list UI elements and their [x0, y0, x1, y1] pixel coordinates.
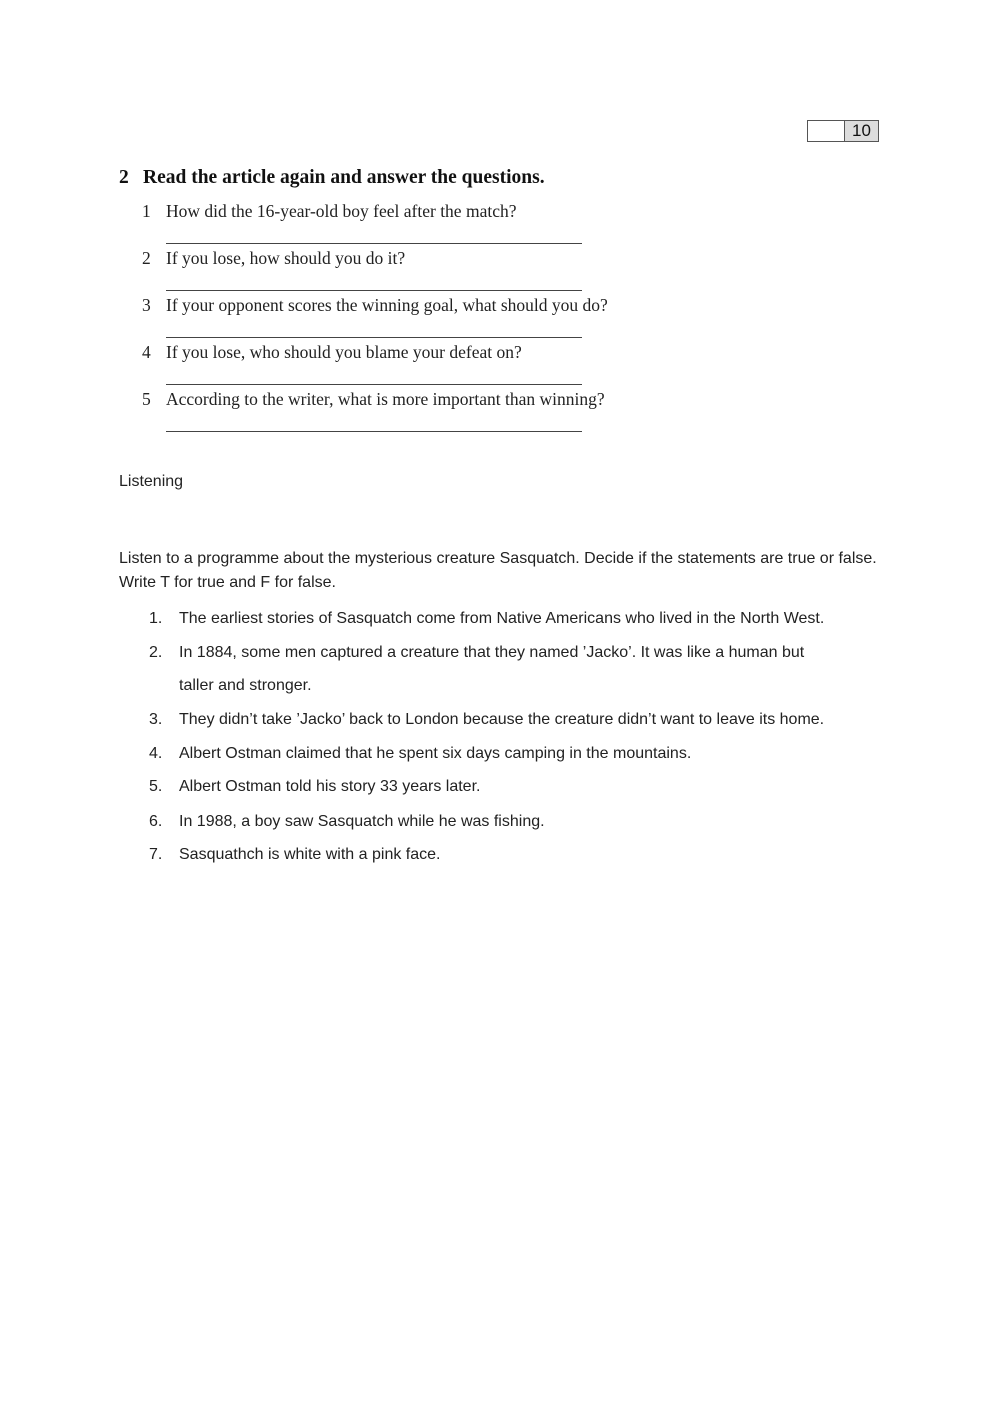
statement-text: In 1884, some men captured a creature that they named ’Jacko’. It was like a human but [179, 644, 805, 661]
question-number: 2 [142, 248, 151, 268]
statement-text: Sasquathch is white with a pink face. [179, 846, 441, 863]
statement-number: 2. [149, 644, 163, 661]
statement-1 [149, 610, 824, 628]
statement-6 [149, 813, 545, 831]
statement-text: In 1988, a boy saw Sasquatch while he was fishing. [179, 813, 545, 830]
statement-2 [149, 644, 804, 662]
score-empty-cell[interactable] [808, 121, 845, 141]
statement-text: The earliest stories of Sasquatch come from Native Americans who lived in the North West. [179, 610, 825, 627]
question-text: According to the writer, what is more important than winning? [166, 389, 605, 409]
statement-7 [149, 846, 440, 864]
question-number: 5 [142, 389, 151, 409]
statement-4 [149, 745, 691, 763]
listening-heading: Listening [119, 473, 184, 490]
answer-line-2[interactable] [166, 290, 582, 291]
statement-text: Albert Ostman claimed that he spent six days camping in the mountains. [179, 745, 692, 762]
statement-3 [149, 711, 824, 729]
question-2 [142, 248, 405, 269]
question-number: 1 [142, 201, 151, 221]
section-number: 2 [119, 167, 129, 188]
statement-text: Albert Ostman told his story 33 years later. [179, 778, 481, 795]
statement-2-continuation: taller and stronger. [179, 677, 312, 694]
score-total: 10 [845, 121, 878, 141]
statement-number: 7. [149, 846, 163, 863]
question-3 [142, 295, 608, 316]
listening-instructions: Listen to a programme about the mysterious creature Sasquatch. Decide if the statements are true or false. Write T for true and F for false. [119, 550, 877, 591]
statement-text: They didn’t take ’Jacko’ back to London because the creature didn’t want to leave its home. [179, 711, 825, 728]
question-text: If you lose, how should you do it? [166, 248, 406, 268]
question-text: If your opponent scores the winning goal, what should you do? [166, 295, 608, 315]
score-box [807, 120, 879, 142]
section-title [119, 167, 545, 189]
statement-number: 1. [149, 610, 163, 627]
question-number: 3 [142, 295, 151, 315]
statement-number: 4. [149, 745, 163, 762]
answer-line-4[interactable] [166, 384, 582, 385]
answer-line-5[interactable] [166, 431, 582, 432]
question-5 [142, 389, 605, 410]
section-title-text: Read the article again and answer the questions. [143, 167, 545, 188]
question-text: How did the 16-year-old boy feel after the match? [166, 201, 517, 221]
statement-number: 3. [149, 711, 163, 728]
answer-line-3[interactable] [166, 337, 582, 338]
answer-line-1[interactable] [166, 243, 582, 244]
question-text: If you lose, who should you blame your defeat on? [166, 342, 522, 362]
question-1 [142, 201, 516, 222]
statement-5 [149, 778, 480, 796]
question-number: 4 [142, 342, 151, 362]
question-4 [142, 342, 522, 363]
statement-number: 6. [149, 813, 163, 830]
statement-number: 5. [149, 778, 163, 795]
